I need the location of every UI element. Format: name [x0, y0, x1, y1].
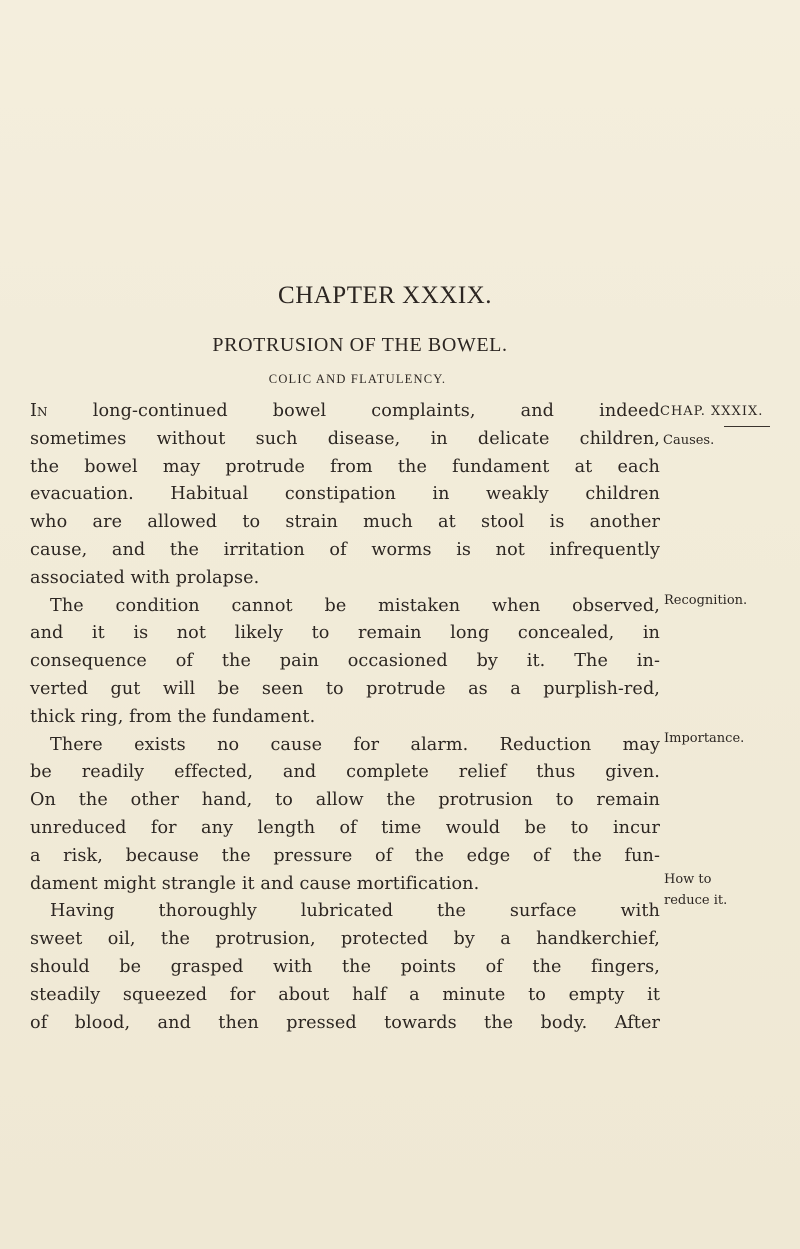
text-line: verted gut will be seen to protrude as a purplish-red, — [30, 678, 660, 699]
text-line: sweet oil, the protrusion, protected by a handkerchief, — [30, 929, 660, 950]
text-line: In long-continued bowel complaints, and indeed — [30, 401, 660, 421]
text-line: thick ring, from the fundament. — [30, 706, 316, 727]
text-line: There exists no cause for alarm. Reduction may — [50, 734, 660, 755]
body-text — [30, 398, 660, 1037]
text-line: should be grasped with the points of the fingers, — [30, 956, 660, 977]
text-line: sometimes without such disease, in delicate children, — [30, 428, 660, 449]
margin-note-causes: Causes. — [663, 433, 715, 448]
text-line: evacuation. Habitual constipation in weakly children — [30, 484, 660, 505]
margin-rule — [724, 426, 770, 427]
text-line: On the other hand, to allow the protrusion to remain — [30, 790, 660, 811]
text-line: steadily squeezed for about half a minute to empty it — [30, 984, 660, 1005]
text-line: Having thoroughly lubricated the surface with — [50, 901, 660, 922]
text-line: a risk, because the pressure of the edge of the fun- — [30, 845, 660, 866]
section-subtitle: COLIC AND FLATULENCY. — [268, 372, 447, 386]
running-chapter-label: CHAP. XXXIX. — [660, 404, 764, 419]
drop-word: In — [30, 401, 48, 421]
text-line: associated with prolapse. — [30, 567, 260, 588]
margin-note-recognition: Recognition. — [664, 593, 748, 608]
text-line: who are allowed to strain much at stool is another — [30, 512, 660, 533]
text-line: be readily effected, and complete relief thus given. — [30, 762, 660, 783]
margin-note-importance: Importance. — [664, 731, 745, 746]
text-line: unreduced for any length of time would be to incur — [30, 817, 660, 838]
chapter-heading: CHAPTER XXXIX. — [278, 282, 492, 309]
text-line: consequence of the pain occasioned by it. The in- — [30, 651, 660, 672]
text-line: the bowel may protrude from the fundament at each — [30, 456, 660, 477]
text-line: The condition cannot be mistaken when observed, — [50, 595, 660, 616]
text-line: cause, and the irritation of worms is not infrequently — [30, 539, 660, 560]
text-line: of blood, and then pressed towards the body. After — [30, 1012, 660, 1033]
text-line: and it is not likely to remain long concealed, in — [30, 623, 660, 644]
margin-note-reduce-it: reduce it. — [664, 893, 728, 908]
text-line: dament might strangle it and cause mortification. — [30, 873, 480, 894]
margin-note-how-to: How to — [664, 872, 712, 887]
section-title: PROTRUSION OF THE BOWEL. — [212, 334, 508, 356]
